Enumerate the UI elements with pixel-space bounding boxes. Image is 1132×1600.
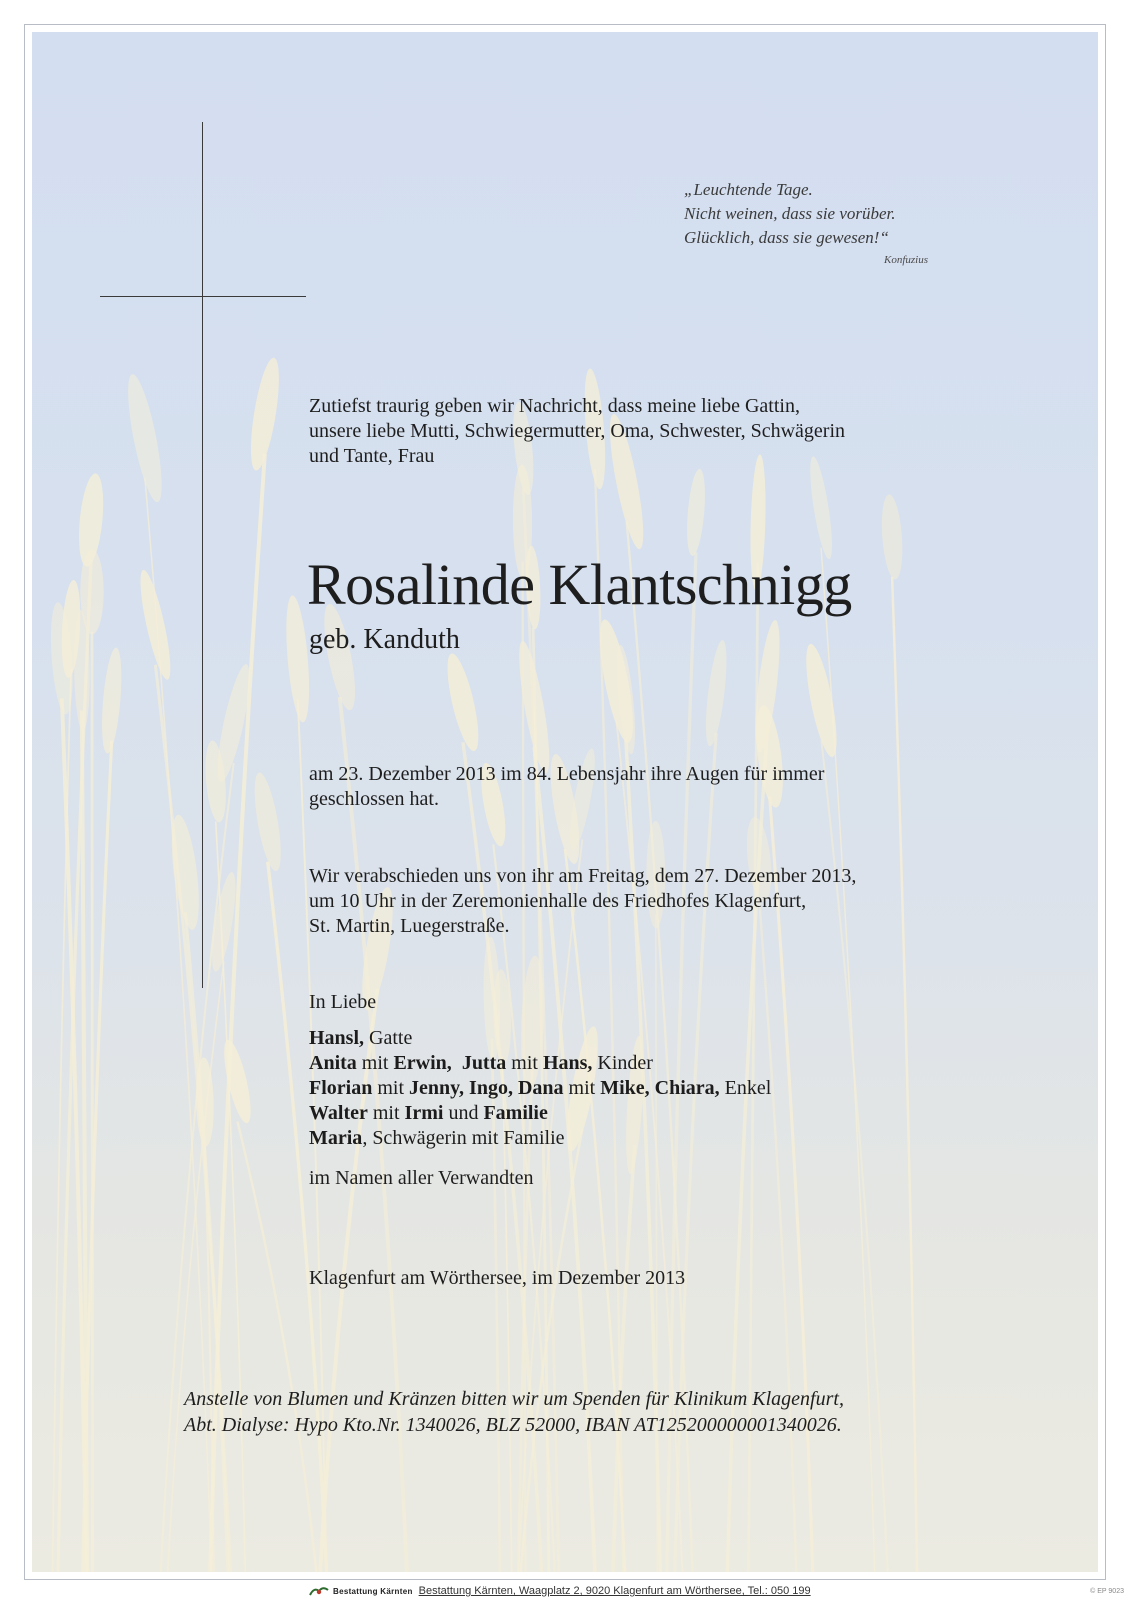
family-relation-text: und [443, 1102, 484, 1124]
logo-text: Bestattung Kärnten [333, 1586, 413, 1596]
farewell-line: um 10 Uhr in der Zeremonienhalle des Friedhofes Klagenfurt, [309, 890, 807, 912]
intro-text [309, 394, 845, 469]
family-member-name: Irmi [404, 1102, 444, 1124]
family-relation-text: mit [356, 1052, 394, 1074]
death-notice-line: am 23. Dezember 2013 im 84. Lebensjahr ihre Augen für immer [309, 763, 825, 785]
family-row [309, 1126, 771, 1151]
donation-line: Abt. Dialyse: Hypo Kto.Nr. 1340026, BLZ 52000, IBAN AT125200000001340026. [184, 1414, 842, 1436]
wheat-ear [245, 356, 284, 472]
farewell-line: Wir verabschieden uns von ihr am Freitag, dem 27. Dezember 2013, [309, 865, 857, 887]
donation-line: Anstelle von Blumen und Kränzen bitten wir um Spenden für Klinikum Klagenfurt, [184, 1388, 844, 1410]
maiden-name: geb. Kanduth [309, 624, 460, 655]
wheat-stalk [237, 1122, 316, 1572]
footer [308, 1583, 811, 1599]
quote-line: Glücklich, dass sie gewesen!“ [684, 228, 889, 247]
funeral-home-logo [308, 1585, 413, 1597]
family-member-name: Hans, [542, 1052, 593, 1074]
wheat-ear [806, 455, 837, 560]
intro-line: und Tante, Frau [309, 445, 435, 467]
family-row [309, 1051, 771, 1076]
family-list [309, 1026, 771, 1151]
cross-horizontal-bar [100, 296, 306, 297]
family-row [309, 1101, 771, 1126]
family-relation-text [452, 1052, 462, 1074]
family-member-name: Maria [309, 1127, 363, 1149]
wheat-stalk [759, 899, 796, 1572]
wheat-ear [219, 1038, 256, 1125]
wheat-ear [879, 494, 905, 580]
death-notice [309, 762, 824, 812]
family-relation-text: mit [372, 1077, 410, 1099]
family-member-name: Hansl, [309, 1027, 365, 1049]
logo-mark-icon [308, 1585, 330, 1597]
family-row [309, 1076, 771, 1101]
deceased-name: Rosalinde Klantschnigg [307, 552, 852, 617]
family-member-name: Erwin, [393, 1052, 452, 1074]
family-member-name: Mike, Chiara, [600, 1077, 720, 1099]
quote [684, 178, 964, 250]
quote-line: „Leuchtende Tage. [684, 180, 813, 199]
farewell-text [309, 864, 856, 939]
family-row [309, 1026, 771, 1051]
template-code: © EP 9023 [1090, 1588, 1124, 1595]
wheat-stalk [675, 733, 716, 1572]
cross-vertical-bar [202, 122, 203, 988]
intro-line: Zutiefst traurig geben wir Nachricht, dass meine liebe Gattin, [309, 395, 800, 417]
footer-address: Bestattung Kärnten, Waagplatz 2, 9020 Klagenfurt am Wörthersee, Tel.: 050 199 [418, 1585, 811, 1597]
wheat-ear [80, 549, 104, 634]
farewell-line: St. Martin, Luegerstraße. [309, 915, 510, 937]
family-member-name: Familie [483, 1102, 548, 1124]
wheat-ear [135, 568, 177, 682]
family-relation-text: mit [563, 1077, 601, 1099]
wheat-ear [702, 639, 731, 747]
family-member-name: Walter [309, 1102, 368, 1124]
family-member-name: Jenny, Ingo, Dana [409, 1077, 564, 1099]
relatives-line: im Namen aller Verwandten [309, 1167, 534, 1189]
donation-note [184, 1386, 1004, 1438]
wheat-ear [167, 813, 204, 931]
wheat-ear [684, 468, 708, 556]
intro-line: unsere liebe Mutti, Schwiegermutter, Oma, Schwester, Schwägerin [309, 420, 846, 442]
family-relation-text: mit [506, 1052, 543, 1074]
wheat-ear [441, 651, 485, 753]
family-relation-text: , Schwägerin mit Familie [362, 1127, 565, 1149]
family-relation-text: mit [367, 1102, 405, 1124]
family-relation-text: Gatte [364, 1027, 413, 1049]
family-relation-text: Enkel [719, 1077, 772, 1099]
wheat-ear [99, 647, 125, 754]
wheat-ear [318, 602, 361, 713]
wheat-stalk [92, 632, 93, 1572]
wheat-ear [249, 771, 286, 873]
family-relation-text: Kinder [592, 1052, 653, 1074]
family-member-name: Florian [309, 1077, 373, 1099]
family-member-name: Anita [309, 1052, 357, 1074]
quote-author: Konfuzius [884, 254, 929, 266]
place-date: Klagenfurt am Wörthersee, im Dezember 2013 [309, 1267, 686, 1289]
in-love-label: In Liebe [309, 991, 377, 1013]
family-member-name: Jutta [461, 1052, 507, 1074]
quote-line: Nicht weinen, dass sie vorüber. [684, 204, 896, 223]
death-notice-line: geschlossen hat. [309, 788, 439, 810]
